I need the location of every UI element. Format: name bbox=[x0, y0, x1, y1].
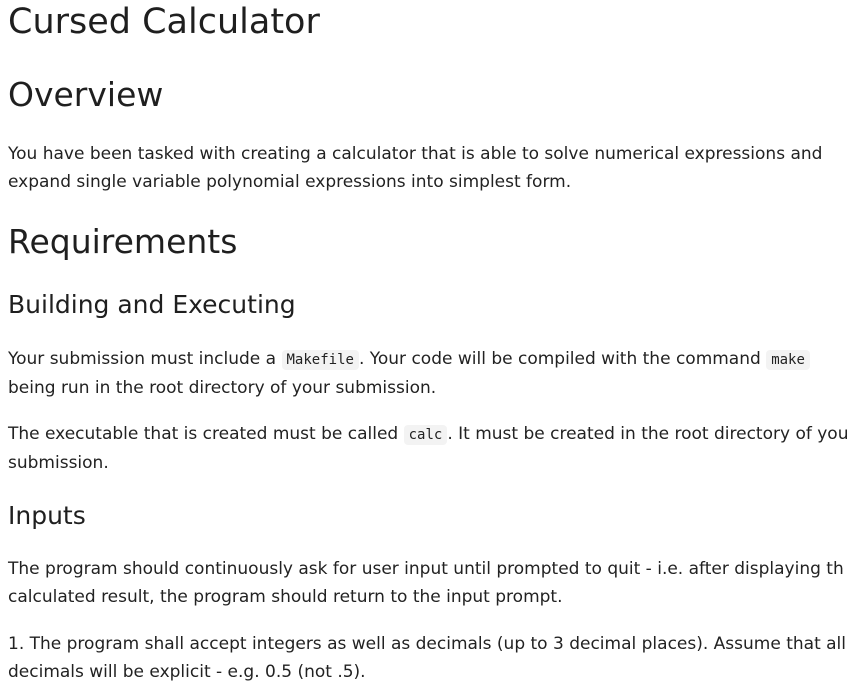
overview-paragraph bbox=[8, 140, 857, 196]
inputs-p2-line-1: 1. The program shall accept integers as well as decimals (up to 3 decimal places). Assume that all bbox=[8, 634, 846, 654]
make-code: make bbox=[766, 350, 810, 370]
building-p2-line-1 bbox=[8, 420, 857, 449]
building-p2-text-a: The executable that is created must be called bbox=[8, 424, 404, 444]
inputs-p2-line-2: decimals will be explicit - e.g. 0.5 (not .5). bbox=[8, 662, 366, 682]
overview-line-1: You have been tasked with creating a calculator that is able to solve numerical expressions and bbox=[8, 144, 823, 164]
requirements-heading: Requirements bbox=[8, 222, 238, 261]
building-p1-text-a: Your submission must include a bbox=[8, 349, 282, 369]
makefile-code: Makefile bbox=[282, 350, 359, 370]
inputs-heading: Inputs bbox=[8, 501, 86, 530]
overview-line-2: expand single variable polynomial expressions into simplest form. bbox=[8, 172, 572, 192]
building-p2-text-b: . It must be created in the root directory of you bbox=[447, 424, 849, 444]
calc-code: calc bbox=[404, 425, 448, 445]
building-paragraph-1 bbox=[8, 345, 857, 402]
building-p1-line-1 bbox=[8, 345, 857, 374]
building-p2-line-2: submission. bbox=[8, 453, 109, 473]
inputs-p1-line-2: calculated result, the program should return to the input prompt. bbox=[8, 587, 563, 607]
building-executing-heading: Building and Executing bbox=[8, 290, 296, 319]
inputs-p1-line-1: The program should continuously ask for user input until prompted to quit - i.e. after displaying th bbox=[8, 559, 844, 579]
page-title: Cursed Calculator bbox=[8, 2, 320, 42]
building-p1-text-b: . Your code will be compiled with the command bbox=[358, 349, 767, 369]
overview-heading: Overview bbox=[8, 75, 164, 114]
inputs-paragraph-1 bbox=[8, 555, 857, 611]
building-paragraph-2 bbox=[8, 420, 857, 477]
building-p1-line-2: being run in the root directory of your submission. bbox=[8, 378, 437, 398]
inputs-paragraph-2 bbox=[8, 630, 857, 686]
